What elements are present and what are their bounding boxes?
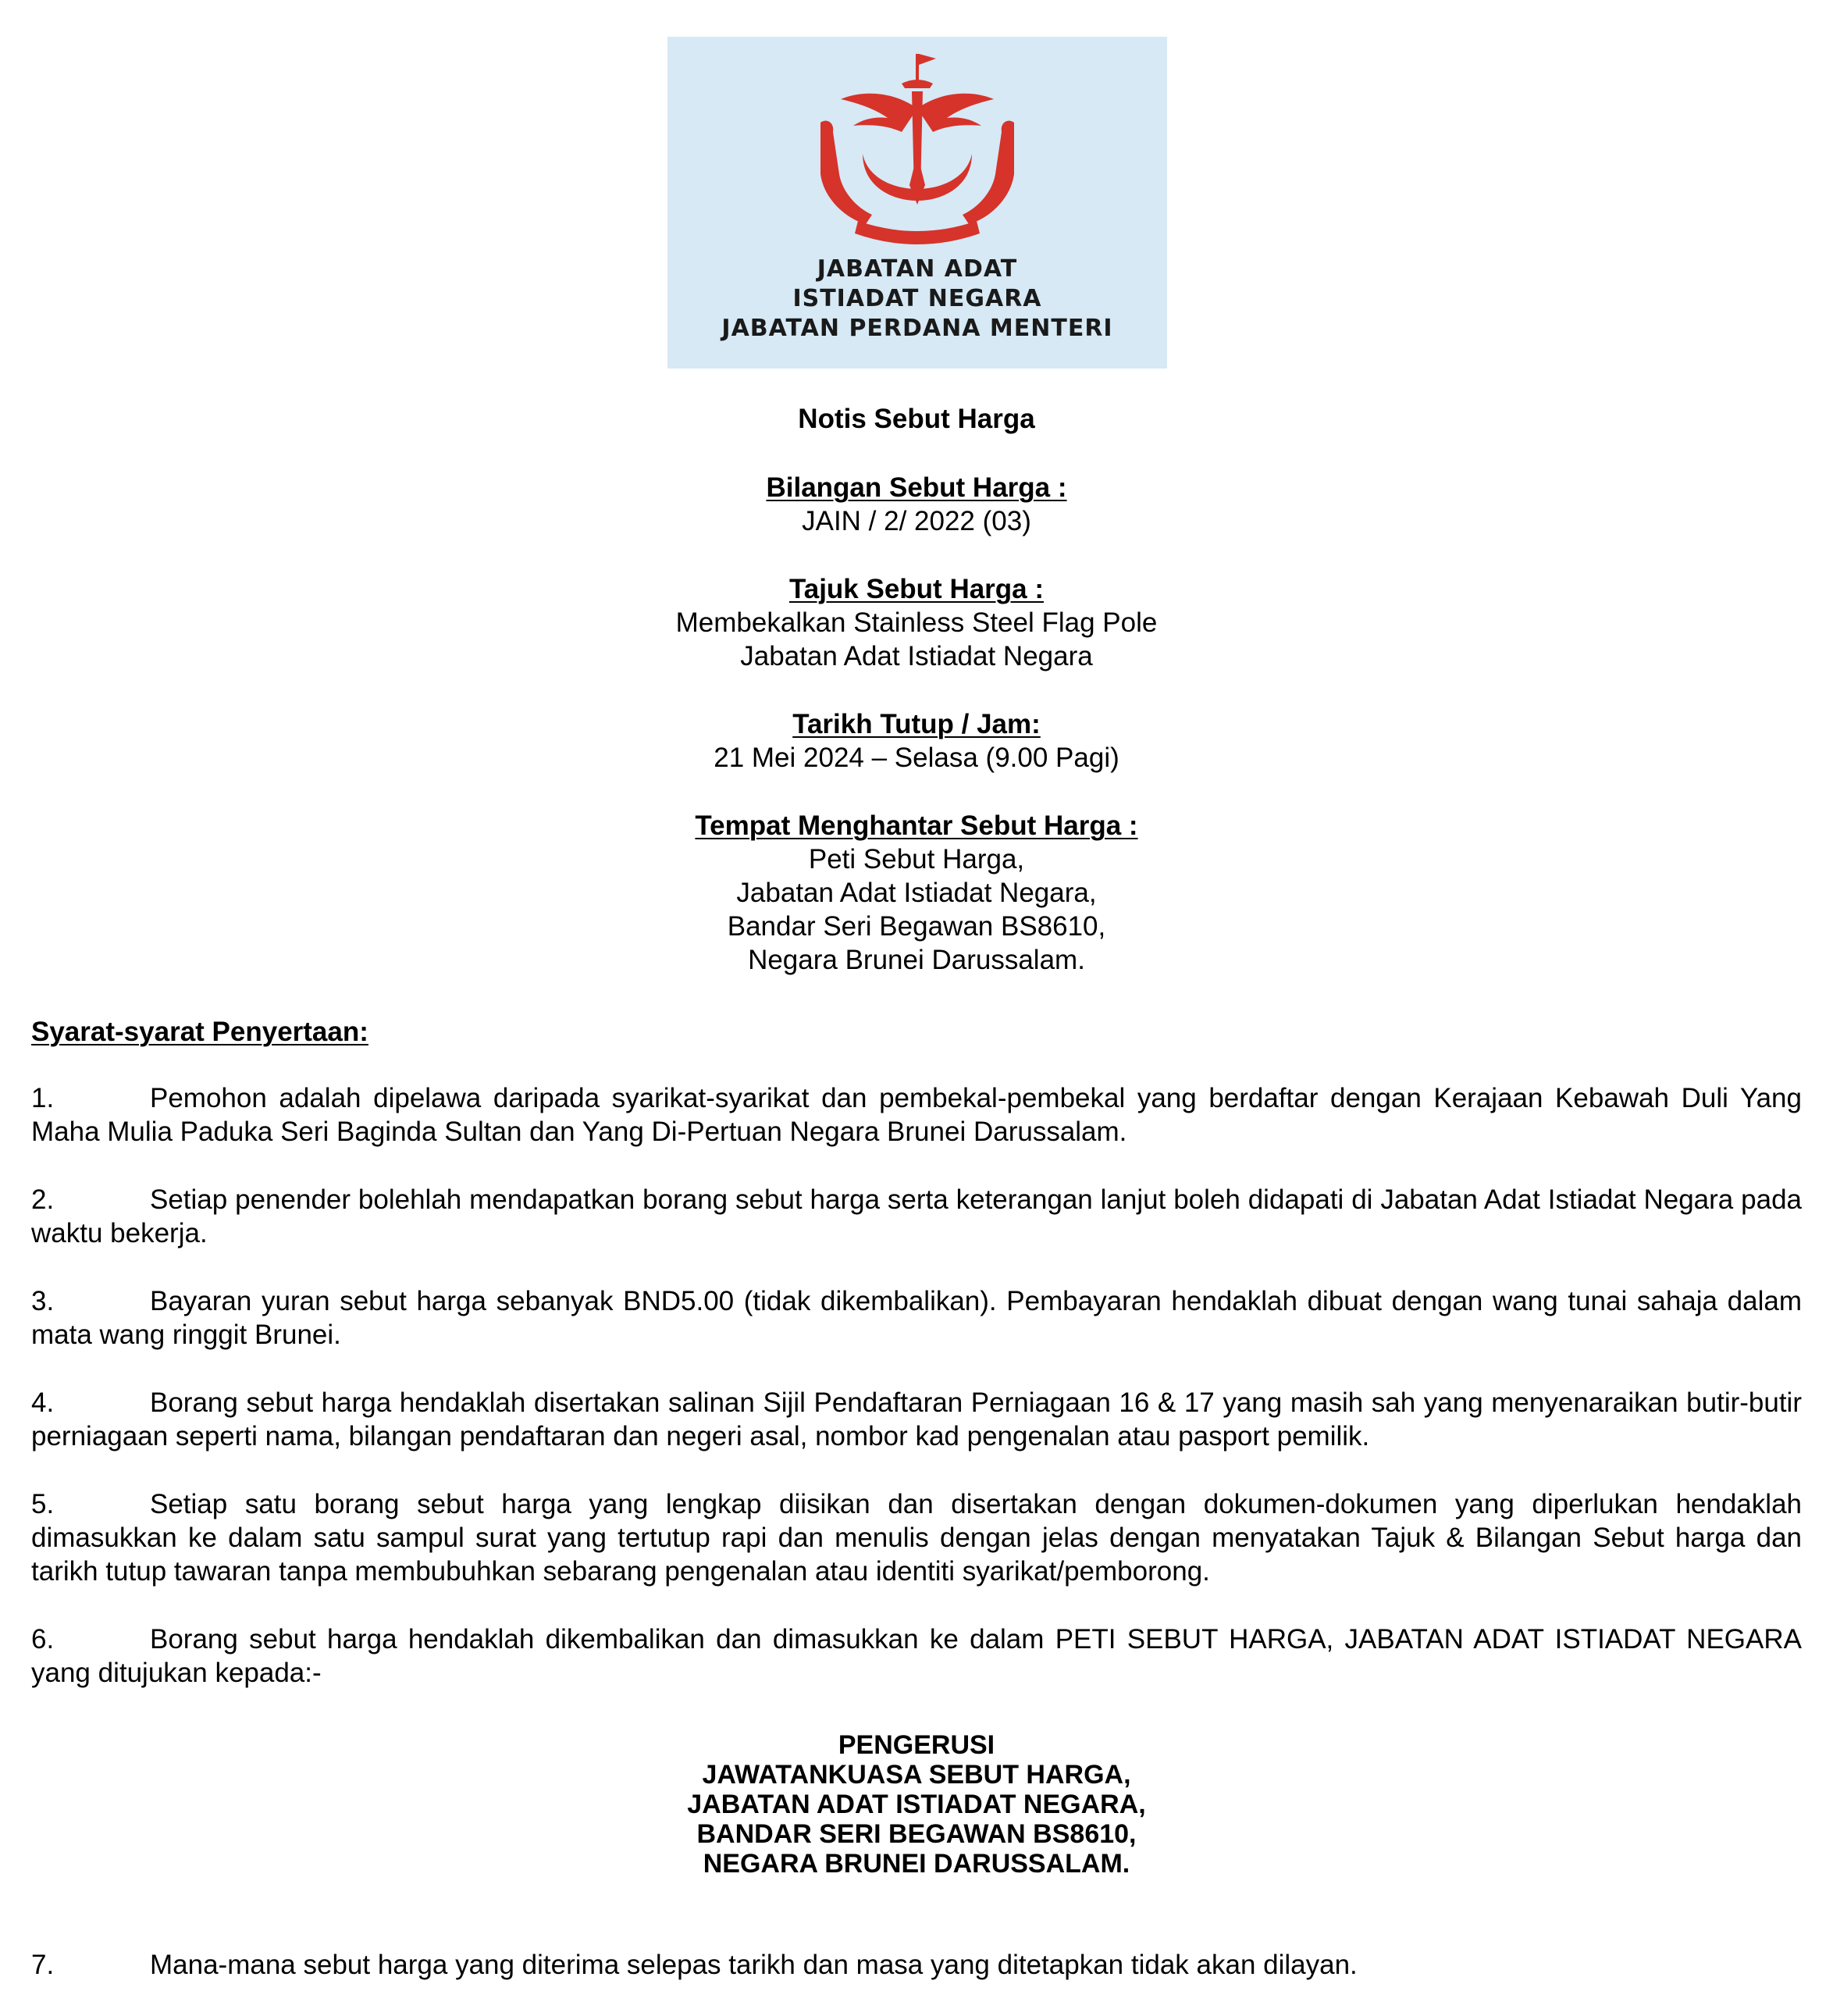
condition-text: Mana-mana sebut harga yang diterima selepas tarikh dan masa yang ditetapkan tidak akan dilayan. bbox=[150, 1950, 1358, 1980]
closing-date-label: Tarikh Tutup / Jam: bbox=[792, 709, 1041, 739]
condition-item bbox=[31, 1386, 1802, 1453]
condition-item bbox=[31, 1081, 1802, 1149]
address-line: NEGARA BRUNEI DARUSSALAM. bbox=[703, 1849, 1130, 1879]
quote-number-value: JAIN / 2/ 2022 (03) bbox=[802, 506, 1031, 536]
quote-title-label: Tajuk Sebut Harga : bbox=[788, 574, 1045, 604]
condition-text: Bayaran yuran sebut harga sebanyak BND5.00 (tidak dikembalikan). Pembayaran hendaklah dibuat dengan wang tunai sahaja dalam mata wang ringgit Brunei. bbox=[31, 1286, 1802, 1350]
condition-text: Borang sebut harga hendaklah disertakan salinan Sijil Pendaftaran Perniagaan 16 & 17 yang masih sah yang menyenaraikan butir-butir perniagaan seperti nama, bilangan pendaftaran dan negeri asal, nombor kad pengenalan atau pasport pemilik. bbox=[31, 1387, 1802, 1451]
quote-number-label: Bilangan Sebut Harga : bbox=[766, 472, 1067, 503]
condition-item bbox=[31, 1183, 1802, 1250]
quote-title-line: Jabatan Adat Istiadat Negara bbox=[740, 641, 1093, 671]
quote-title-block bbox=[0, 572, 1833, 673]
condition-number: 5. bbox=[31, 1489, 55, 1519]
address-line: BANDAR SERI BEGAWAN BS8610, bbox=[696, 1819, 1137, 1849]
submission-line: Jabatan Adat Istiadat Negara, bbox=[736, 878, 1097, 908]
condition-number: 6. bbox=[31, 1624, 55, 1654]
notice-header bbox=[0, 402, 1833, 436]
logo-line-3: JABATAN PERDANA MENTERI bbox=[721, 315, 1113, 342]
condition-item bbox=[31, 1487, 1802, 1588]
condition-item bbox=[31, 1284, 1802, 1352]
condition-text: Pemohon adalah dipelawa daripada syarikat-syarikat dan pembekal-pembekal yang berdaftar dengan Kerajaan Kebawah Duli Yang Maha Mulia Paduka Seri Baginda Sultan dan Yang Di-Pertuan Negara Brunei Darussalam. bbox=[31, 1083, 1802, 1147]
condition-number: 2. bbox=[31, 1184, 55, 1215]
address-line: JAWATANKUASA SEBUT HARGA, bbox=[702, 1760, 1131, 1790]
conditions-title: Syarat-syarat Penyertaan: bbox=[31, 1017, 368, 1047]
quote-title-line: Membekalkan Stainless Steel Flag Pole bbox=[675, 607, 1158, 638]
logo-line-1: JABATAN ADAT bbox=[817, 255, 1018, 283]
condition-number: 3. bbox=[31, 1286, 55, 1316]
logo-line-2: ISTIADAT NEGARA bbox=[792, 285, 1042, 312]
closing-date-value: 21 Mei 2024 – Selasa (9.00 Pagi) bbox=[714, 743, 1119, 773]
notice-title: Notis Sebut Harga bbox=[798, 404, 1035, 434]
submission-label: Tempat Menghantar Sebut Harga : bbox=[695, 810, 1138, 841]
address-line: PENGERUSI bbox=[838, 1730, 995, 1760]
condition-item bbox=[31, 1948, 1802, 1982]
submission-line: Peti Sebut Harga, bbox=[808, 844, 1025, 874]
condition-text: Setiap penender bolehlah mendapatkan borang sebut harga serta keterangan lanjut boleh didapati di Jabatan Adat Istiadat Negara pada waktu bekerja. bbox=[31, 1184, 1802, 1248]
condition-text: Borang sebut harga hendaklah dikembalikan dan dimasukkan ke dalam PETI SEBUT HARGA, JABATAN ADAT ISTIADAT NEGARA yang ditujukan kepada:- bbox=[31, 1624, 1802, 1688]
recipient-address bbox=[0, 1730, 1833, 1879]
condition-item bbox=[31, 1622, 1802, 1690]
condition-number: 7. bbox=[31, 1950, 55, 1980]
address-line: JABATAN ADAT ISTIADAT NEGARA, bbox=[687, 1790, 1146, 1819]
submission-line: Bandar Seri Begawan BS8610, bbox=[727, 911, 1106, 942]
condition-number: 1. bbox=[31, 1083, 55, 1113]
quote-number-block bbox=[0, 471, 1833, 538]
condition-text: Setiap satu borang sebut harga yang lengkap diisikan dan disertakan dengan dokumen-dokumen yang diperlukan hendaklah dimasukkan ke dalam satu sampul surat yang tertutup rapi dan menulis dengan jelas dengan menyatakan Tajuk & Bilangan Sebut harga dan tarikh tutup tawaran tanpa membubuhkan sebarang pengenalan atau identiti syarikat/pemborong. bbox=[31, 1489, 1802, 1587]
closing-date-block bbox=[0, 707, 1833, 775]
submission-line: Negara Brunei Darussalam. bbox=[748, 945, 1085, 975]
condition-number: 4. bbox=[31, 1387, 55, 1418]
department-logo bbox=[667, 37, 1167, 369]
submission-block bbox=[0, 809, 1833, 977]
